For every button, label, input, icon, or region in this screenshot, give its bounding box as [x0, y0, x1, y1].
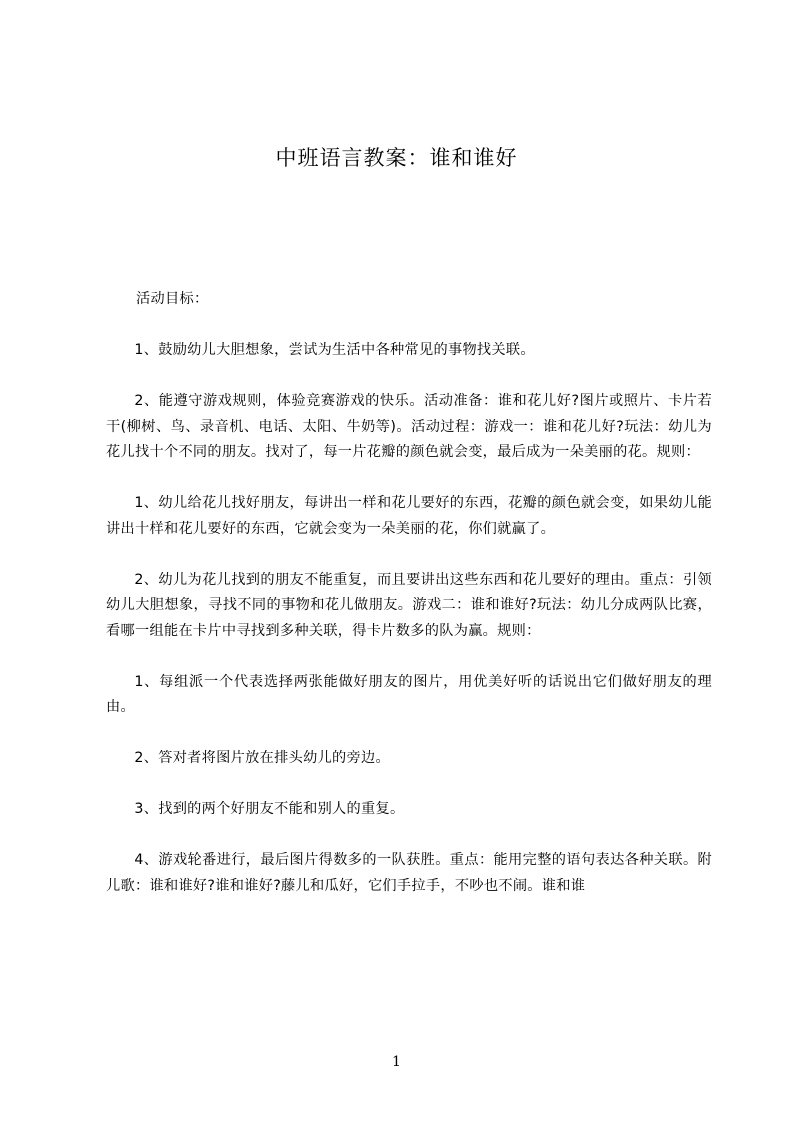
paragraph: 2、能遵守游戏规则，体验竞赛游戏的快乐。活动准备：谁和花儿好?图片或照片、卡片若干(柳树、鸟、录音机、电话、太阳、牛奶等)。活动过程：游戏一：谁和花儿好?玩法：幼儿为花儿找十个不同的朋友。找对了，每一片花瓣的颜色就会变，最后成为一朵美丽的花。规则：	[106, 393, 712, 460]
paragraph: 1、每组派一个代表选择两张能做好朋友的图片，用优美好听的话说出它们做好朋友的理由。	[106, 673, 712, 715]
document-body	[106, 287, 712, 925]
document-title: 中班语言教案：谁和谁好	[275, 146, 518, 170]
paragraph: 4、游戏轮番进行，最后图片得数多的一队获胜。重点：能用完整的语句表达各种关联。附儿歌：谁和谁好?谁和谁好?藤儿和瓜好，它们手拉手，不吵也不闹。谁和谁	[106, 852, 712, 894]
paragraph: 2、答对者将图片放在排头幼儿的旁边。	[134, 750, 391, 766]
paragraph: 1、鼓励幼儿大胆想象，尝试为生活中各种常见的事物找关联。	[134, 342, 535, 358]
page-number: 1	[392, 1054, 401, 1070]
paragraph: 1、幼儿给花儿找好朋友，每讲出一样和花儿要好的东西，花瓣的颜色就会变，如果幼儿能讲出十样和花儿要好的东西，它就会变为一朵美丽的花，你们就赢了。	[106, 495, 712, 537]
paragraph: 2、幼儿为花儿找到的朋友不能重复，而且要讲出这些东西和花儿要好的理由。重点：引领幼儿大胆想象，寻找不同的事物和花儿做朋友。游戏二：谁和谁好?玩法：幼儿分成两队比赛，看哪一组能在卡片中寻找到多种关联，得卡片数多的队为赢。规则：	[106, 571, 712, 639]
paragraph-activity-goals: 活动目标：	[136, 291, 209, 307]
paragraph: 3、找到的两个好朋友不能和别人的重复。	[134, 801, 405, 817]
